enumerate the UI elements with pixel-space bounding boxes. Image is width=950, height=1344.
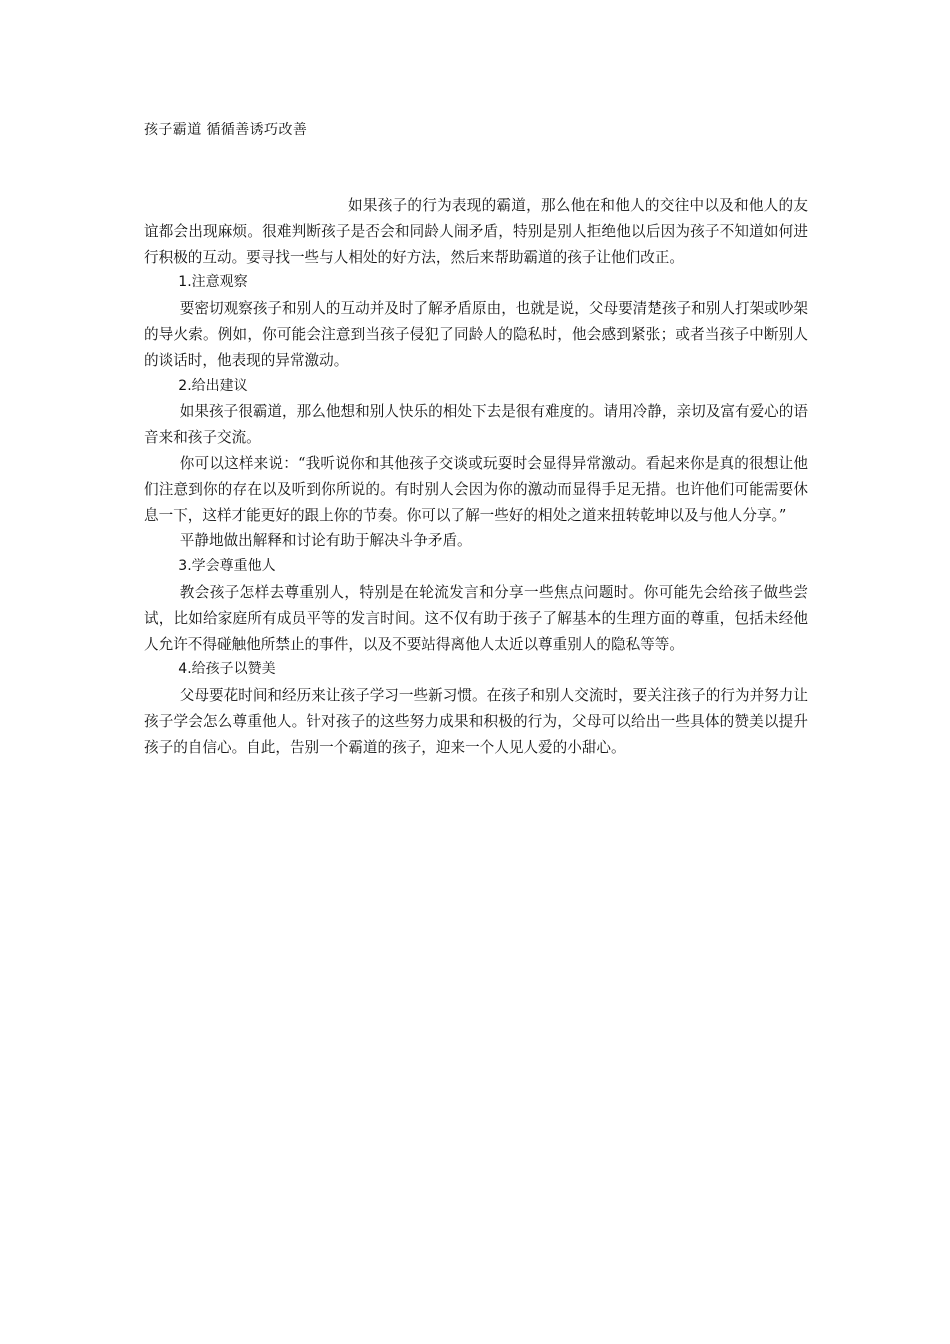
section-praise (144, 657, 808, 760)
section-heading: 1.注意观察 (178, 274, 248, 291)
body-paragraph: 教会孩子怎样去尊重别人，特别是在轮流发言和分享一些焦点问题时。你可能先会给孩子做些尝试，比如给家庭所有成员平等的发言时间。这不仅有助于孩子了解基本的生理方面的尊重，包括未经他人允许不得碰触他所禁止的事件，以及不要站得离他人太近以尊重别人的隐私等等。 (144, 583, 808, 653)
document-body (144, 193, 808, 761)
section-heading: 4.给孩子以赞美 (178, 661, 276, 678)
section-heading: 3.学会尊重他人 (178, 558, 276, 575)
body-paragraph: 父母要花时间和经历来让孩子学习一些新习惯。在孩子和别人交流时，要关注孩子的行为并努力让孩子学会怎么尊重他人。针对孩子的这些努力成果和积极的行为，父母可以给出一些具体的赞美以提升孩子的自信心。自此，告别一个霸道的孩子，迎来一个人见人爱的小甜心。 (144, 687, 808, 756)
document-title: 孩子霸道 循循善诱巧改善 (144, 122, 308, 138)
section-heading: 2.给出建议 (178, 377, 248, 394)
section-advice (144, 374, 808, 555)
section-respect (144, 554, 808, 657)
body-paragraph: 如果孩子很霸道，那么他想和别人快乐的相处下去是很有难度的。请用冷静，亲切及富有爱心的语音来和孩子交流。 (144, 403, 808, 447)
body-paragraph: 你可以这样来说：“我听说你和其他孩子交谈或玩耍时会显得异常激动。看起来你是真的很想让他们注意到你的存在以及听到你所说的。有时别人会因为你的激动而显得手足无措。也许他们可能需要休息一下，这样才能更好的跟上你的节奏。你可以了解一些好的相处之道来扭转乾坤以及与他人分享。” (144, 454, 808, 524)
body-paragraph: 平静地做出解释和讨论有助于解决斗争矛盾。 (179, 532, 472, 550)
section-observe (144, 270, 808, 373)
intro-paragraph: 如果孩子的行为表现的霸道，那么他在和他人的交往中以及和他人的友谊都会出现麻烦。很难判断孩子是否会和同龄人闹矛盾，特别是别人拒绝他以后因为孩子不知道如何进行积极的互动。要寻找一些与人相处的好方法，然后来帮助霸道的孩子让他们改正。 (144, 197, 808, 266)
body-paragraph: 要密切观察孩子和别人的互动并及时了解矛盾原由，也就是说，父母要清楚孩子和别人打架或吵架的导火索。例如，你可能会注意到当孩子侵犯了同龄人的隐私时，他会感到紧张；或者当孩子中断别人的谈话时，他表现的异常激动。 (144, 300, 808, 369)
